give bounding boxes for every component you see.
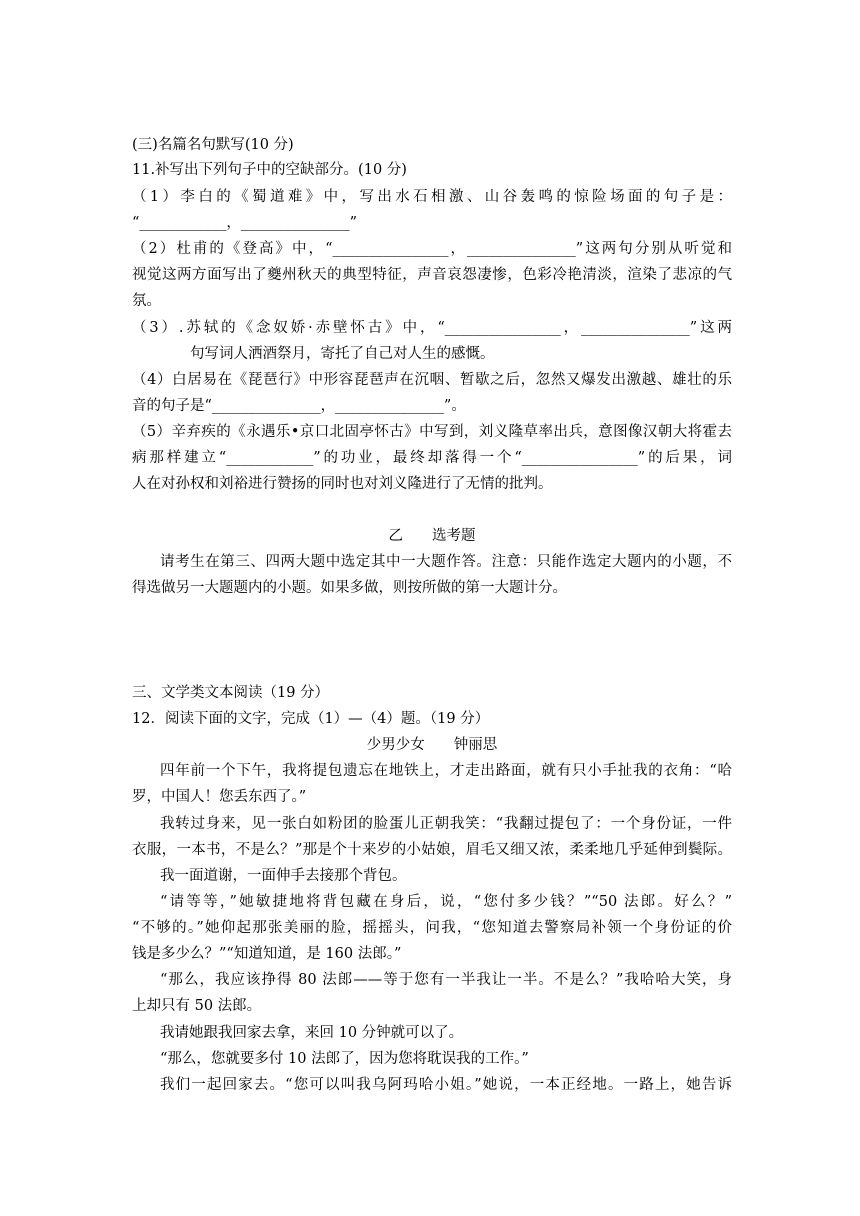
question-11-item-5-end: 人在对孙权和刘裕进行赞扬的同时也对刘义隆进行了无情的批判。 <box>132 476 553 492</box>
paragraph: 我转过身来，见一张白如粉团的脸蛋儿正朝我笑：“我翻过提包了：一个身份证，一件 <box>160 816 732 832</box>
paragraph-cont: 钱是多少么？”“知道知道，是 160 法郎。” <box>132 946 402 962</box>
paragraph: 我们一起回家去。“您可以叫我乌阿玛哈小姐。”她说，一本正经地。一路上，她告诉 <box>160 1077 732 1093</box>
question-12-title: 12．阅读下面的文字，完成（1）—（4）题。（19 分） <box>132 711 490 727</box>
question-11-item-3-cont: 句写词人洒酒祭月，寄托了自己对人生的感慨。 <box>190 346 495 362</box>
section-heading: 三、文学类文本阅读（19 分） <box>132 685 330 701</box>
question-11-item-5: （5）辛弃疾的《永遇乐•京口北固亭怀古》中写到，刘义隆草率出兵，意图像汉朝大将霍去 <box>132 424 732 440</box>
paragraph-cont: “不够的。”她仰起那张美丽的脸，摇摇头，问我，“您知道去警察局补领一个身份证的价 <box>132 920 732 936</box>
paragraph-cont: 罗，中国人！您丢东西了。” <box>132 789 307 805</box>
story-title: 少男少女 钟丽思 <box>366 737 498 753</box>
question-11-item-1: （1）李白的《蜀道难》中，写出水石相激、山谷轰鸣的惊险场面的句子是： <box>132 189 732 205</box>
paragraph: “那么，我应该挣得 80 法郎——等于您有一半我让一半。不是么？”我哈哈大笑，身 <box>160 972 732 988</box>
part-b-note: 请考生在第三、四两大题中选定其中一大题作答。注意：只能作选定大题内的小题，不 <box>160 554 732 570</box>
part-b-note-cont: 得选做另一大题题内的小题。如果多做，则按所做的第一大题计分。 <box>132 580 567 596</box>
question-11-item-2-end: 氛。 <box>132 293 161 309</box>
paragraph: “请等等，”她敏捷地将背包藏在身后，说，“您付多少钱？”“50 法郎。好么？” <box>160 894 732 910</box>
section-heading: (三)名篇名句默写(10 分) <box>132 137 294 153</box>
paragraph: 四年前一个下午，我将提包遗忘在地铁上，才走出路面，就有只小手扯我的衣角：“哈 <box>160 763 732 779</box>
question-11-item-4-cont: 音的句子是“_______________，_______________”。 <box>132 398 466 414</box>
paragraph-cont: 衣服，一本书，不是么？”那是个十来岁的小姑娘，眉毛又细又浓，柔柔地几乎延伸到鬓际。 <box>132 842 732 858</box>
paragraph-cont: 上却只有 50 法郎。 <box>132 998 262 1014</box>
paragraph: 我请她跟我回家去拿，来回 10 分钟就可以了。 <box>160 1025 464 1041</box>
question-11-item-2-cont: 视觉这两方面写出了夔州秋天的典型特征，声音哀怨凄惨，色彩冷艳清淡，渲染了悲凉的气 <box>132 267 732 283</box>
paragraph: “那么，您就要多付 10 法郎了，因为您将耽误我的工作。” <box>160 1051 529 1067</box>
question-11-item-2: （2）杜甫的《登高》中，“________________，_______________”这两句分别从听觉和 <box>132 241 732 257</box>
question-11-item-4: （4）白居易在《琵琶行》中形容琵琶声在沉咽、暂歇之后，忽然又爆发出激越、雄壮的乐 <box>132 372 732 388</box>
question-11-item-5-cont: 病那样建立“____________”的功业，最终却落得一个“________________”的后果，词 <box>132 450 732 466</box>
paragraph: 我一面道谢，一面伸手去接那个背包。 <box>160 868 407 884</box>
question-11-item-1-blank: “____________，_______________” <box>132 215 358 231</box>
part-b-title: 乙 选考题 <box>388 528 476 544</box>
question-11-title: 11.补写出下列句子中的空缺部分。(10 分) <box>132 162 407 178</box>
question-11-item-3: （3）.苏轼的《念奴娇·赤壁怀古》中，“________________，_______________”这两 <box>132 320 732 336</box>
